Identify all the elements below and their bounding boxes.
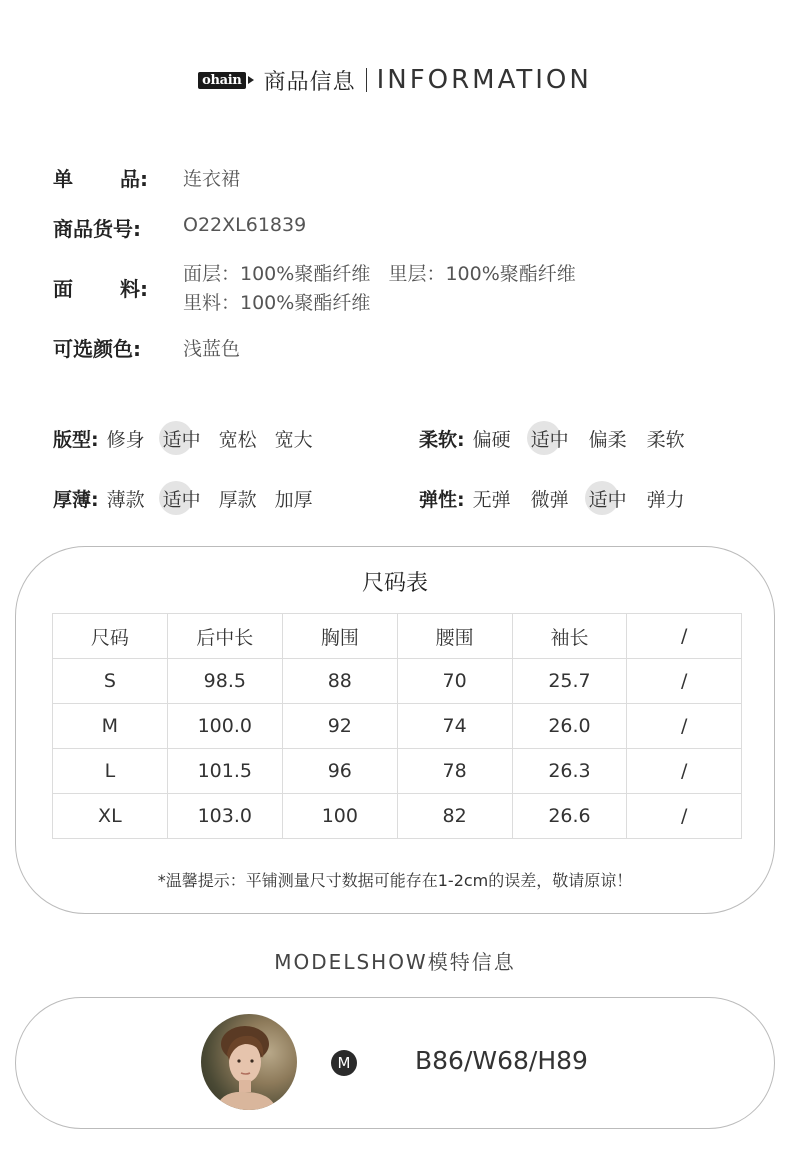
header-title-cn: 商品信息 <box>263 69 356 95</box>
table-cell: 26.6 <box>512 794 627 839</box>
attr-option: 宽大 <box>274 429 313 451</box>
attr-option: 弹力 <box>646 489 685 511</box>
attr-option: 柔软 <box>646 429 685 451</box>
table-cell: 100.0 <box>167 704 282 749</box>
table-row <box>53 704 742 749</box>
page-header <box>0 60 790 100</box>
model-info-panel <box>15 997 775 1129</box>
info-value-sku: O22XL61839 <box>183 214 307 236</box>
table-cell: / <box>627 659 742 704</box>
model-portrait-icon <box>201 1014 297 1110</box>
attr-fit: 版型: 修身 适中 宽松 宽大 <box>53 425 331 452</box>
info-label-sku: 商品货号: <box>53 217 141 241</box>
table-cell: 78 <box>397 749 512 794</box>
attr-option-selected: 适中 <box>589 485 627 512</box>
table-cell: 103.0 <box>167 794 282 839</box>
info-label-fabric: 面 料: <box>53 277 148 301</box>
play-arrow-icon <box>248 76 254 84</box>
table-row <box>53 794 742 839</box>
table-row <box>53 659 742 704</box>
table-cell: S <box>53 659 168 704</box>
table-cell: 70 <box>397 659 512 704</box>
attr-option: 偏硬 <box>472 429 511 451</box>
table-cell: M <box>53 704 168 749</box>
info-label-item: 单 品: <box>53 167 148 191</box>
table-header-cell: / <box>627 614 742 659</box>
table-cell: 100 <box>282 794 397 839</box>
info-value-fabric-line2: 里料：100%聚酯纤维 <box>183 292 371 314</box>
table-cell: 26.0 <box>512 704 627 749</box>
model-avatar <box>201 1014 297 1110</box>
table-header-row <box>53 614 742 659</box>
table-cell: / <box>627 704 742 749</box>
table-cell: 82 <box>397 794 512 839</box>
table-cell: 25.7 <box>512 659 627 704</box>
table-cell: 88 <box>282 659 397 704</box>
attr-option-selected: 适中 <box>531 425 569 452</box>
model-section-title: MODELSHOW模特信息 <box>274 950 516 974</box>
info-value-item: 连衣裙 <box>183 168 241 190</box>
attr-option-selected: 适中 <box>163 485 201 512</box>
table-header-cell: 后中长 <box>167 614 282 659</box>
attr-option: 宽松 <box>218 429 257 451</box>
model-measurements: B86/W68/H89 <box>415 1046 588 1075</box>
size-chart-title: 尺码表 <box>361 571 428 596</box>
model-size-badge: M <box>331 1050 357 1076</box>
table-cell: 26.3 <box>512 749 627 794</box>
attr-option: 厚款 <box>218 489 257 511</box>
attr-option-selected: 适中 <box>163 425 201 452</box>
table-cell: 96 <box>282 749 397 794</box>
table-header-cell: 袖长 <box>512 614 627 659</box>
attr-option: 无弹 <box>472 489 511 511</box>
table-cell: 92 <box>282 704 397 749</box>
table-cell: / <box>627 749 742 794</box>
attr-thickness: 厚薄: 薄款 适中 厚款 加厚 <box>53 485 331 512</box>
table-cell: / <box>627 794 742 839</box>
table-header-cell: 胸围 <box>282 614 397 659</box>
table-cell: 74 <box>397 704 512 749</box>
table-cell: XL <box>53 794 168 839</box>
brand-logo <box>198 72 253 89</box>
table-header-cell: 尺码 <box>53 614 168 659</box>
attr-option: 修身 <box>106 429 145 451</box>
attr-option: 偏柔 <box>588 429 627 451</box>
attr-option: 加厚 <box>274 489 313 511</box>
measurement-note: *温馨提示：平铺测量尺寸数据可能存在1-2cm的误差，敬请原谅！ <box>157 871 633 890</box>
header-divider <box>366 68 367 92</box>
info-value-fabric-line1: 面层：100%聚酯纤维 里层：100%聚酯纤维 <box>183 263 576 285</box>
size-table <box>52 613 742 839</box>
brand-logo-text: ohain <box>198 72 245 89</box>
header-title-en: INFORMATION <box>376 65 592 95</box>
attr-option: 微弹 <box>530 489 569 511</box>
info-label-color: 可选颜色: <box>53 337 141 361</box>
table-row <box>53 749 742 794</box>
table-cell: 98.5 <box>167 659 282 704</box>
table-cell: 101.5 <box>167 749 282 794</box>
info-value-color: 浅蓝色 <box>183 338 241 360</box>
table-cell: L <box>53 749 168 794</box>
attr-elasticity: 弹性: 无弹 微弹 适中 弹力 <box>419 485 703 512</box>
attr-softness: 柔软: 偏硬 适中 偏柔 柔软 <box>419 425 703 452</box>
table-header-cell: 腰围 <box>397 614 512 659</box>
attr-option: 薄款 <box>106 489 145 511</box>
